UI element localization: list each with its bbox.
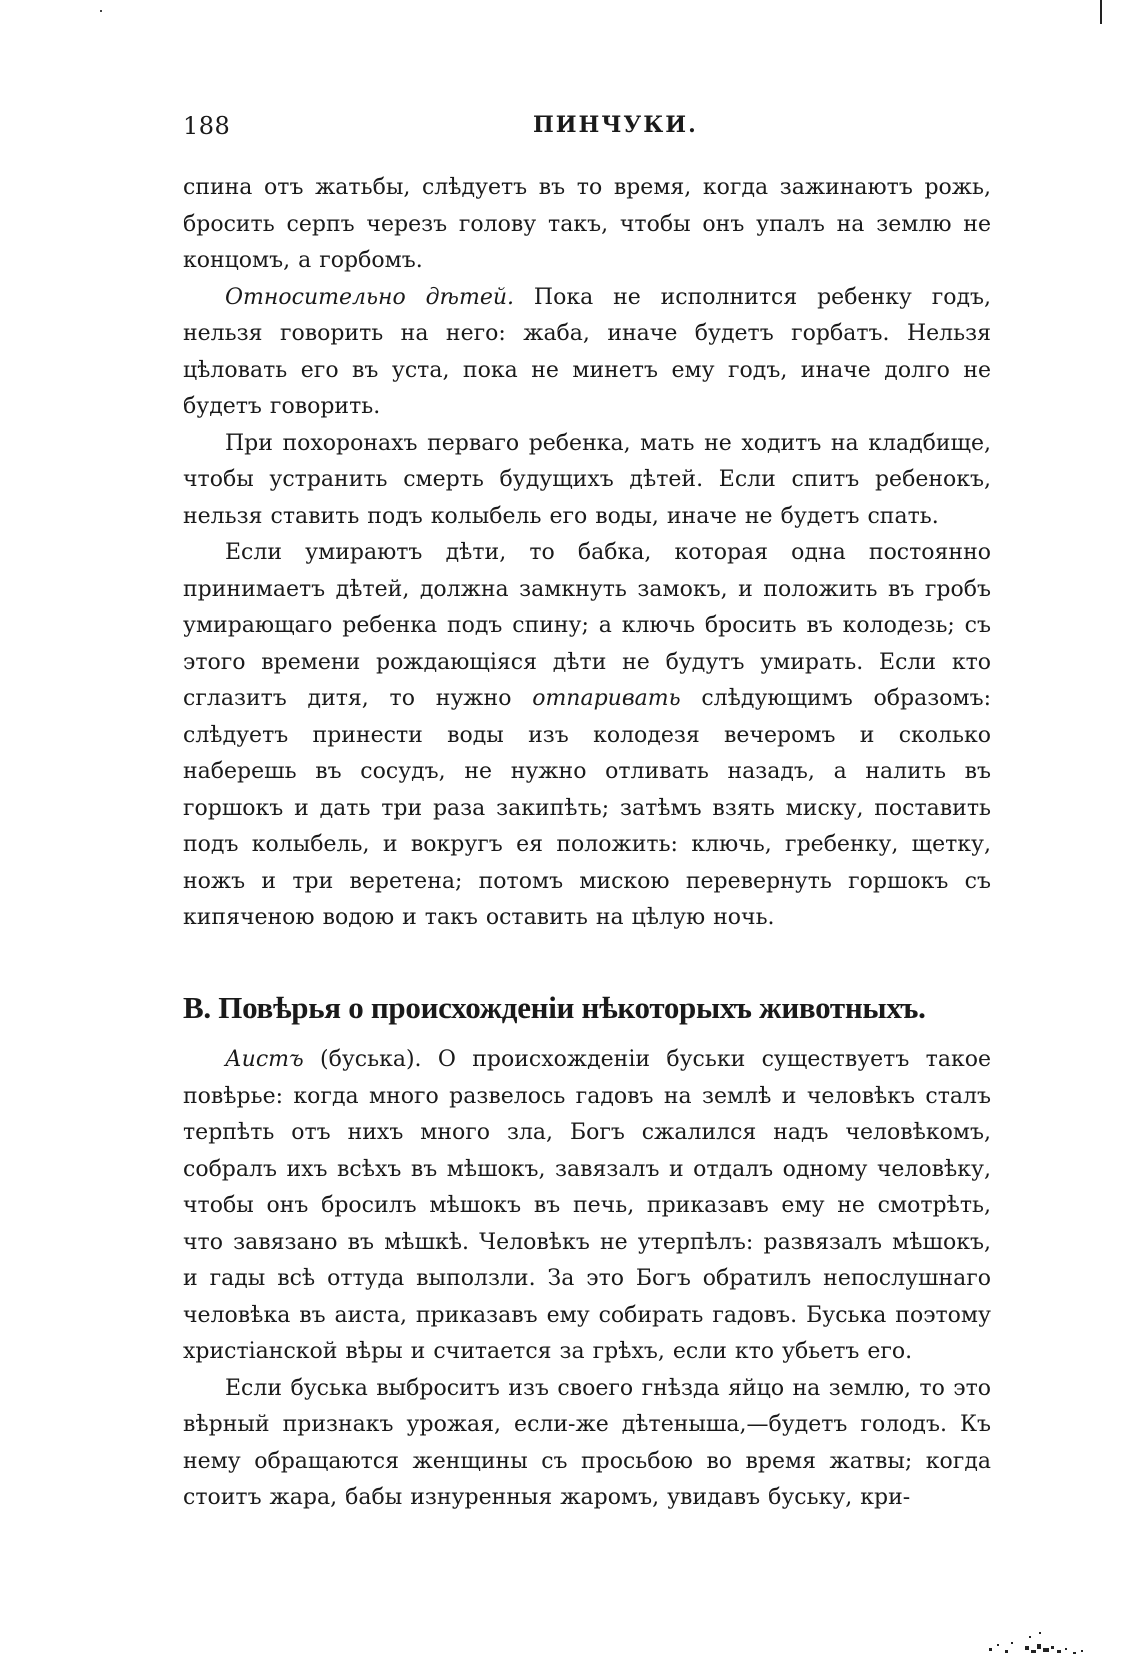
page-header — [183, 112, 991, 144]
italic-term: Относительно дѣтей. — [225, 284, 515, 310]
paragraph — [183, 1042, 991, 1371]
paragraph — [183, 170, 991, 280]
paragraph — [183, 1371, 991, 1517]
section-heading: В. Повѣрья о происхожденіи нѣкоторыхъ животныхъ. — [183, 990, 926, 1025]
page-number: 188 — [183, 112, 231, 140]
italic-term: отпаривать — [532, 686, 681, 711]
body-text-bottom — [183, 1042, 991, 1517]
scan-noise — [985, 1628, 1095, 1658]
running-title: ПИНЧУКИ. — [533, 112, 698, 138]
paragraph-text: Если умираютъ дѣти, то бабка, которая одна постоянно принимаетъ дѣтей, должна замкнуть замокъ, и положить въ гробъ умирающаго ребенка подъ спину; а ключь бросить въ колодезь; съ этого времени рождающіяся дѣти не будутъ умирать. Если кто сглазитъ дитя, то нужно — [183, 540, 991, 711]
paragraph-text: спина отъ жатьбы, слѣдуетъ въ то время, когда зажинаютъ рожь, бросить серпъ черезъ голову такъ, чтобы онъ упалъ на землю не концомъ, а горбомъ. — [183, 175, 991, 273]
italic-term: Аистъ — [225, 1047, 304, 1072]
scan-edge-mark — [1100, 0, 1102, 24]
paragraph-text: При похоронахъ перваго ребенка, мать не ходитъ на кладбище, чтобы устранить смерть будущихъ дѣтей. Если спитъ ребенокъ, нельзя ставить подъ колыбель его воды, иначе не будетъ спать. — [183, 430, 991, 529]
scan-speck — [100, 10, 102, 12]
paragraph — [183, 280, 991, 426]
paragraph-text: Пока не исполнится ребенку годъ, нельзя говорить на него: жаба, иначе будетъ горбатъ. Нельзя цѣловать его въ уста, пока не минетъ ему годъ, иначе долго не будетъ говорить. — [183, 284, 991, 419]
paragraph-text: (буська). О происхожденіи буськи существуетъ такое повѣрье: когда много развелось гадовъ на землѣ и человѣкъ сталъ терпѣть отъ нихъ много зла, Богъ сжалился надъ человѣкомъ, собралъ ихъ всѣхъ въ мѣшокъ, завязалъ и отдалъ одному человѣку, чтобы онъ бросилъ мѣшокъ въ печь, приказавъ ему не смотрѣть, что завязано въ мѣшкѣ. Человѣкъ не утерпѣлъ: развязалъ мѣшокъ, и гады всѣ оттуда выползли. За это Богъ обратилъ непослушнаго человѣка въ аиста, приказавъ ему собирать гадовъ. Буська поэтому христіанской вѣры и считается за грѣхъ, если кто убьетъ его. — [183, 1047, 991, 1364]
paragraph-text: слѣдующимъ образомъ: слѣдуетъ принести воды изъ колодезя вечеромъ и сколько наберешь въ сосудъ, не нужно отливать назадъ, а налить въ горшокъ и дать три раза закипѣть; затѣмъ взять миску, поставить подъ колыбель, и вокругъ ея положить: ключь, гребенку, щетку, ножъ и три веретена; потомъ мискою перевернуть горшокъ съ кипяченою водою и такъ оставить на цѣлую ночь. — [183, 686, 991, 930]
paragraph — [183, 535, 991, 937]
paragraph — [183, 426, 991, 536]
body-text-top — [183, 170, 991, 937]
paragraph-text: Если буська выброситъ изъ своего гнѣзда яйцо на землю, то это вѣрный признакъ урожая, если-же дѣтеныша,—будетъ голодъ. Къ нему обращаются женщины съ просьбою во время жатвы; когда стоитъ жара, бабы изнуренныя жаромъ, увидавъ буську, кри- — [183, 1375, 991, 1510]
